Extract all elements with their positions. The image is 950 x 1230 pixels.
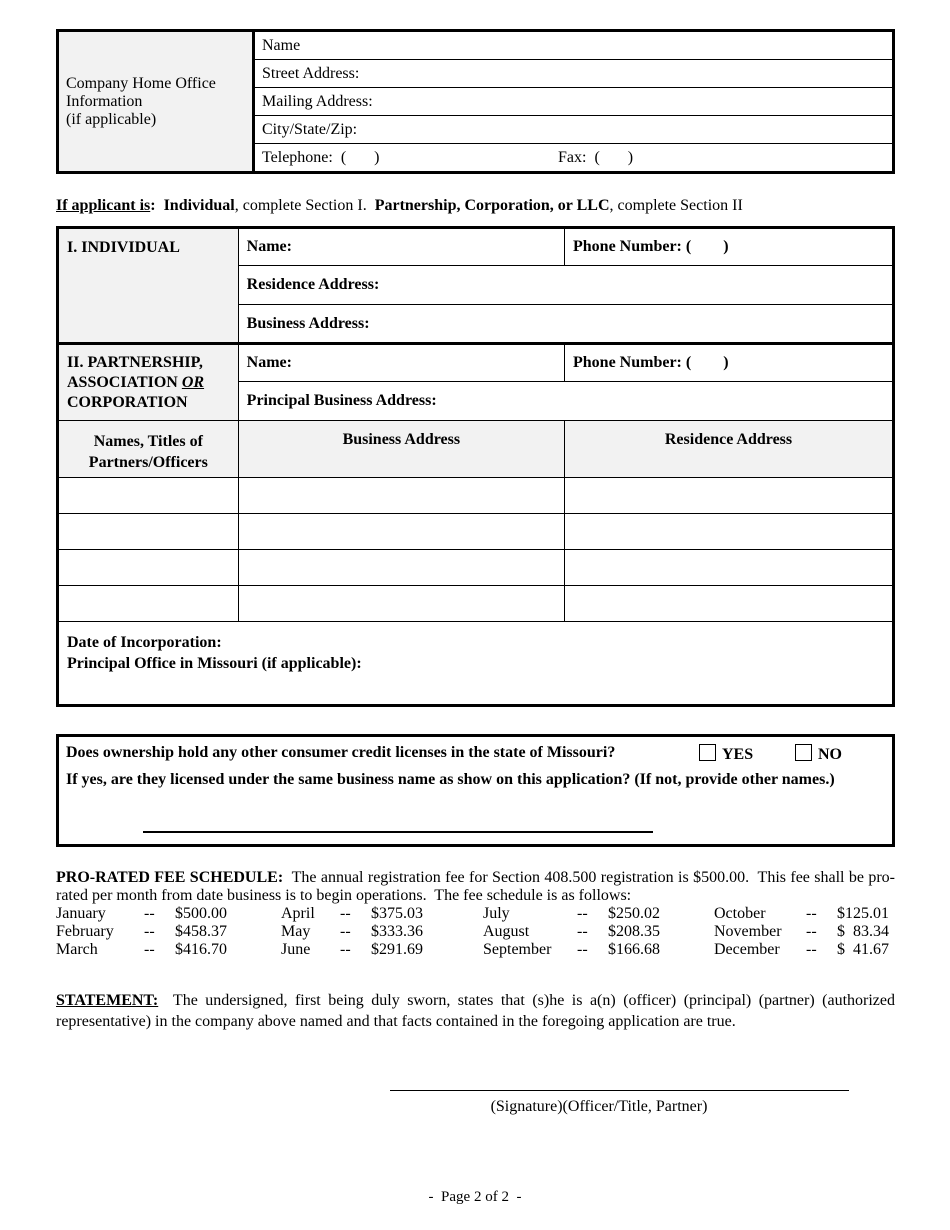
home-fax-label: Fax: ( ) (558, 149, 634, 166)
principal-office-missouri-label: Principal Office in Missouri (if applicable): (67, 655, 362, 672)
home-office-label-line: (if applicable) (66, 110, 157, 128)
fee-dash: -- (806, 905, 817, 922)
fee-schedule-table (56, 905, 895, 959)
officer-residence-cell[interactable] (565, 586, 894, 622)
officer-name-cell[interactable] (58, 586, 239, 622)
no-checkbox[interactable] (795, 744, 812, 761)
ownership-box (56, 734, 895, 847)
fee-month: June (281, 941, 311, 958)
fee-dash: -- (340, 941, 351, 958)
officers-column-header (58, 421, 239, 478)
officers-header-line: Partners/Officers (88, 454, 208, 471)
fee-dash: -- (577, 941, 588, 958)
residence-address-column-header (565, 421, 894, 478)
residence-address-header: Residence Address (664, 431, 793, 448)
section1-name-field[interactable] (238, 228, 564, 266)
statement-paragraph (56, 990, 899, 1032)
section2-name-field[interactable] (238, 344, 564, 382)
section2-title-line (67, 373, 238, 393)
fee-dash: -- (340, 905, 351, 922)
fee-amount: $208.35 (608, 923, 660, 940)
fee-amount: $ 41.67 (837, 941, 889, 958)
fee-schedule-text: The annual registration fee for Section 408.500 registration is $500.00. This fee shall be pro-rated per month from date business is to begin operations. The fee schedule is as follows: (56, 869, 895, 904)
home-street-field[interactable] (254, 60, 894, 88)
officer-name-cell[interactable] (58, 514, 239, 550)
officers-header-line: Names, Titles of (93, 433, 203, 450)
fee-month: February (56, 923, 114, 940)
home-mailing-label: Mailing Address: (262, 92, 373, 110)
section2-title-association: ASSOCIATION (67, 373, 182, 391)
section1-phone-field[interactable] (565, 228, 894, 266)
officer-name-cell[interactable] (58, 478, 239, 514)
no-label: NO (818, 746, 842, 763)
other-names-line[interactable] (143, 831, 653, 833)
incorporation-field[interactable] (58, 622, 894, 706)
officer-name-cell[interactable] (58, 550, 239, 586)
section2-title-cell (58, 344, 239, 421)
section1-business-field[interactable] (238, 305, 893, 344)
section2-title-line: II. PARTNERSHIP, (67, 353, 203, 371)
fee-dash: -- (144, 941, 155, 958)
fee-amount: $125.01 (837, 905, 889, 922)
officer-row (58, 478, 894, 514)
fee-month: August (483, 923, 530, 940)
home-citystate-label: City/State/Zip: (262, 120, 358, 138)
applicant-individual-label: : Individual (150, 197, 235, 214)
home-mailing-field[interactable] (254, 88, 894, 116)
section1-title: I. INDIVIDUAL (67, 239, 180, 256)
home-name-label: Name (262, 36, 301, 54)
date-incorporation-label: Date of Incorporation: (67, 634, 222, 651)
section2-phone-field[interactable] (565, 344, 894, 382)
officer-row (58, 514, 894, 550)
fee-month: May (281, 923, 311, 940)
officer-residence-cell[interactable] (565, 478, 894, 514)
statement-text: The undersigned, first being duly sworn, states that (s)he is a(n) (officer) (principal) (partner) (authorized representative) in the company above named and that facts contained in the foregoing application are true. (56, 992, 899, 1030)
applicant-instruction (56, 197, 743, 215)
signature-line[interactable] (390, 1090, 849, 1091)
applicant-text: , complete Section II (609, 197, 743, 214)
statement-heading: STATEMENT: (56, 992, 159, 1009)
applicant-table (56, 226, 895, 707)
home-citystate-field[interactable] (254, 116, 894, 144)
applicant-if-label: If applicant is (56, 197, 151, 214)
yes-checkbox[interactable] (699, 744, 716, 761)
ownership-question-text: Does ownership hold any other consumer credit licenses in the state of Missouri? (66, 744, 616, 761)
fee-schedule-paragraph (56, 869, 895, 905)
officer-business-cell[interactable] (238, 478, 564, 514)
ownership-question-2: If yes, are they licensed under the same business name as show on this application? (If not, provide other names.) (66, 771, 835, 788)
fee-dash: -- (144, 905, 155, 922)
section1-residence-label: Residence Address: (246, 276, 380, 293)
fee-dash: -- (806, 941, 817, 958)
officer-residence-cell[interactable] (565, 514, 894, 550)
section1-business-label: Business Address: (246, 314, 370, 332)
fee-month: November (714, 923, 782, 940)
section1-title-cell (58, 228, 239, 344)
section2-phone-label: Phone Number: ( ) (573, 354, 729, 371)
officer-business-cell[interactable] (238, 550, 564, 586)
yes-option[interactable] (699, 744, 753, 764)
fee-month: January (56, 905, 106, 922)
fee-schedule-heading: PRO-RATED FEE SCHEDULE: (56, 869, 284, 886)
fee-dash: -- (144, 923, 155, 940)
home-office-table (56, 29, 895, 174)
section2-principal-label: Principal Business Address: (246, 392, 437, 409)
home-street-label: Street Address: (262, 64, 360, 82)
home-name-field[interactable] (254, 31, 894, 60)
fee-dash: -- (577, 923, 588, 940)
fee-amount: $375.03 (371, 905, 423, 922)
fee-amount: $250.02 (608, 905, 660, 922)
fee-dash: -- (806, 923, 817, 940)
home-office-label-line: Information (66, 92, 143, 110)
fee-amount: $458.37 (175, 923, 227, 940)
officer-residence-cell[interactable] (565, 550, 894, 586)
fee-dash: -- (577, 905, 588, 922)
fee-amount: $166.68 (608, 941, 660, 958)
fee-month: October (714, 905, 766, 922)
fee-amount: $ 83.34 (837, 923, 889, 940)
applicant-partnership-label: Partnership, Corporation, or LLC (374, 197, 610, 214)
fee-amount: $291.69 (371, 941, 423, 958)
fee-dash: -- (340, 923, 351, 940)
officer-row (58, 550, 894, 586)
fee-month: July (483, 905, 510, 922)
business-address-header: Business Address (342, 431, 461, 448)
fee-month: March (56, 941, 98, 958)
section1-residence-field[interactable] (238, 266, 893, 305)
officer-business-cell[interactable] (238, 514, 564, 550)
section1-phone-label: Phone Number: ( ) (573, 238, 729, 255)
no-option[interactable] (795, 744, 842, 764)
section2-title-line: CORPORATION (67, 393, 188, 411)
business-address-column-header (238, 421, 564, 478)
fee-amount: $500.00 (175, 905, 227, 922)
home-phone-fax-field[interactable] (254, 144, 894, 173)
section2-name-label: Name: (246, 354, 292, 371)
fee-month: September (483, 941, 552, 958)
officer-row (58, 586, 894, 622)
fee-amount: $333.36 (371, 923, 423, 940)
section2-title-or: OR (181, 373, 205, 391)
section2-principal-field[interactable] (238, 382, 893, 421)
home-office-label-line: Company Home Office (66, 74, 216, 92)
applicant-text: , complete Section I. (234, 197, 375, 214)
fee-month: April (281, 905, 315, 922)
section1-name-label: Name: (246, 238, 292, 255)
officer-business-cell[interactable] (238, 586, 564, 622)
yes-label: YES (722, 746, 754, 763)
fee-month: December (714, 941, 780, 958)
page-number: - Page 2 of 2 - (428, 1189, 522, 1205)
home-office-label (58, 31, 254, 173)
signature-caption: (Signature)(Officer/Title, Partner) (490, 1098, 708, 1115)
home-telephone-label: Telephone: ( ) (262, 148, 380, 166)
ownership-question-1 (66, 744, 615, 762)
fee-amount: $416.70 (175, 941, 227, 958)
